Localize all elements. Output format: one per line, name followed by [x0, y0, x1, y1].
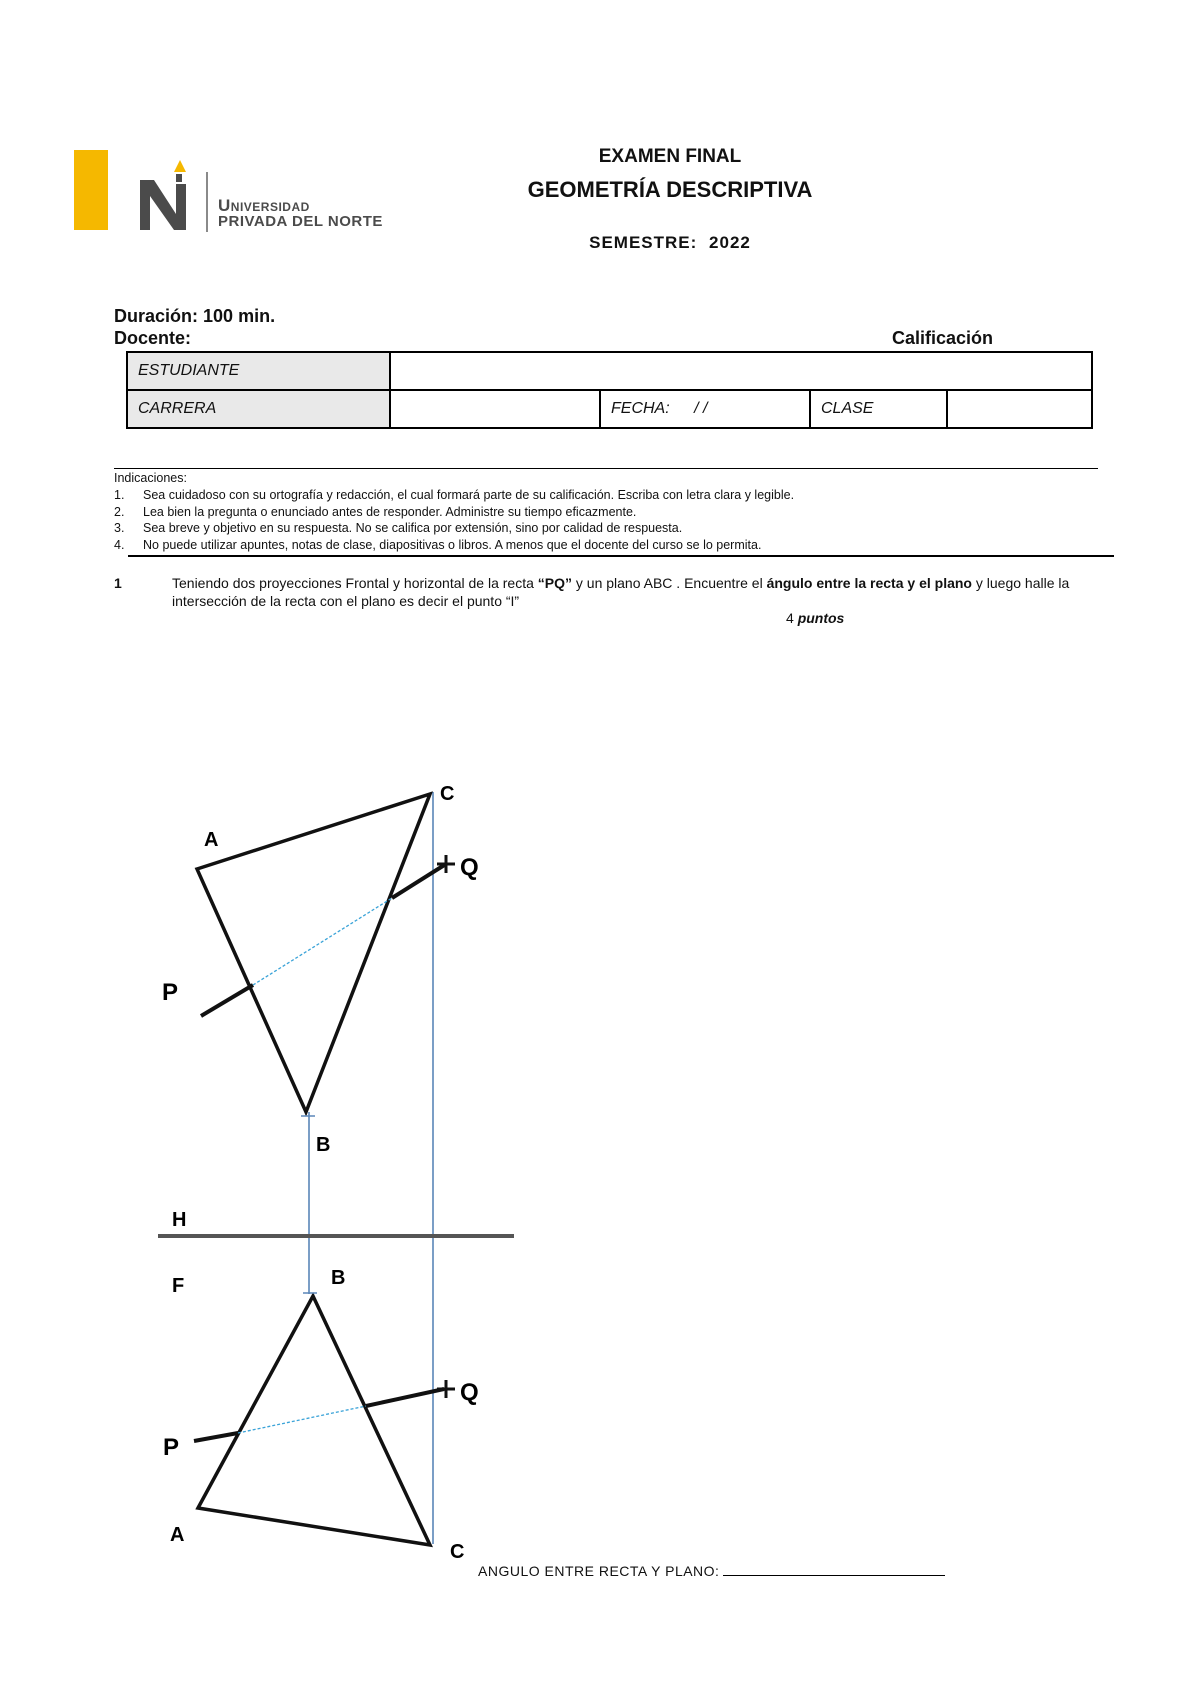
- indication-num: 2.: [114, 504, 125, 519]
- points-label: puntos: [797, 610, 845, 626]
- duration-label: Duración:: [114, 306, 199, 326]
- top-line-pq-solid-left: [201, 985, 253, 1016]
- subject-title: GEOMETRÍA DESCRIPTIVA: [527, 177, 813, 202]
- answer-line: [478, 1563, 945, 1579]
- class-label: CLASE: [821, 400, 874, 417]
- question-text-2: y un plano ABC . Encuentre el: [572, 575, 767, 591]
- label-top-q: Q: [460, 854, 479, 881]
- teacher-label: Docente:: [114, 328, 192, 348]
- answer-label: ANGULO ENTRE RECTA Y PLANO:: [478, 1563, 720, 1579]
- date-label: FECHA:: [611, 400, 670, 417]
- label-front-c: C: [450, 1541, 465, 1563]
- university-name-line2: PRIVADA DEL NORTE: [218, 213, 383, 230]
- question-text-1: Teniendo dos proyecciones Frontal y horizontal de la recta: [172, 575, 538, 591]
- indication-num: 4.: [114, 537, 125, 552]
- question-text-3: y luego halle la intersección de la recta con el plano es decir el punto “I”: [172, 575, 1070, 609]
- label-top-p: P: [162, 979, 179, 1006]
- duration-value: 100 min.: [203, 306, 276, 326]
- label-front-p: P: [163, 1434, 180, 1461]
- date-value: / /: [694, 400, 708, 417]
- semester-value: 2022: [709, 233, 751, 252]
- semester-label: SEMESTRE:: [589, 233, 698, 252]
- exam-title: EXAMEN FINAL: [598, 146, 742, 167]
- front-line-pq-dashed: [238, 1406, 366, 1433]
- label-top-b: B: [316, 1134, 331, 1156]
- label-top-c: C: [440, 783, 455, 805]
- label-top-a: A: [204, 829, 219, 851]
- top-triangle-abc: [197, 794, 430, 1112]
- student-label: ESTUDIANTE: [138, 362, 240, 379]
- indication-num: 3.: [114, 521, 125, 535]
- label-front-a: A: [170, 1524, 185, 1546]
- label-ref-h: H: [172, 1209, 187, 1231]
- question-emphasis: ángulo entre la recta y el plano: [766, 575, 972, 591]
- label-front-b: B: [331, 1267, 346, 1289]
- plus-marker-front-q: [437, 1380, 455, 1398]
- career-label: CARRERA: [138, 400, 217, 417]
- indication-text: No puede utilizar apuntes, notas de clase, diapositivas o libros. A menos que el docente del curso se lo permita.: [143, 537, 762, 552]
- indication-text: Lea bien la pregunta o enunciado antes de responder. Administre su tiempo eficazmente.: [143, 504, 637, 519]
- label-ref-f: F: [172, 1275, 185, 1297]
- label-front-q: Q: [460, 1379, 479, 1406]
- front-line-pq-solid-left: [194, 1433, 238, 1441]
- question-line-name: “PQ”: [537, 575, 572, 591]
- indication-text: Sea breve y objetivo en su respuesta. No se califica por extensión, sino por calidad de respuesta.: [143, 521, 683, 535]
- indication-num: 1.: [114, 488, 125, 502]
- grade-label: Calificación: [892, 328, 994, 348]
- indications-title: Indicaciones:: [114, 471, 187, 485]
- front-triangle-abc: [198, 1296, 430, 1545]
- answer-blank-field[interactable]: [723, 1563, 945, 1576]
- university-name-line1: Universidad: [218, 196, 310, 215]
- points-value: 4: [786, 610, 794, 626]
- question-number: 1: [114, 575, 122, 591]
- indication-text: Sea cuidadoso con su ortografía y redacción, el cual formará parte de su calificación. Escriba con letra clara y legible.: [143, 488, 795, 502]
